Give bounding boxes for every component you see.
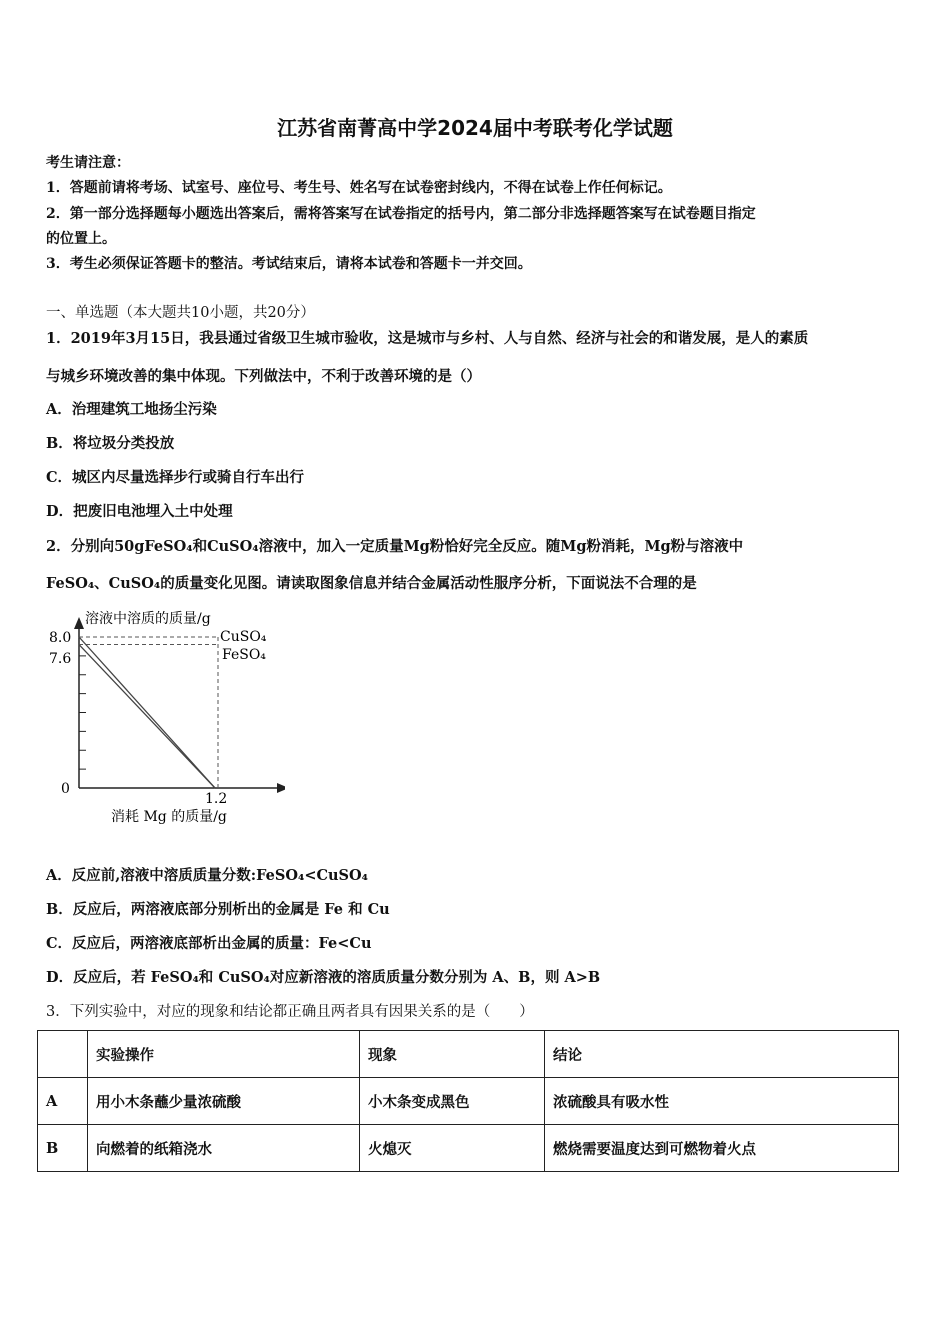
figure-ylabel: 溶液中溶质的质量/g	[85, 611, 211, 627]
q1-stem: 与城乡环境改善的集中体现。下列做法中，不利于改善环境的是（）	[46, 368, 481, 385]
origin-label: 0	[61, 781, 70, 797]
notice-item: 1．答题前请将考场、试室号、座位号、考生号、姓名写在试卷密封线内，不得在试卷上作任何标记。	[46, 180, 672, 196]
table-row	[38, 1078, 899, 1125]
q1-option-c: C．城区内尽量选择步行或骑自行车出行	[46, 469, 305, 486]
y-axis-arrow	[74, 617, 84, 629]
q2-figure	[45, 603, 285, 833]
header-cell	[38, 1031, 88, 1078]
notice-item: 的位置上。	[46, 231, 116, 247]
header-cell: 结论	[545, 1031, 899, 1078]
xtick-label: 1.2	[205, 791, 228, 807]
series-line-cuso4	[79, 637, 215, 788]
q2-option-b: B．反应后，两溶液底部分别析出的金属是 Fe 和 Cu	[46, 901, 390, 918]
q1-stem: 1．2019年3月15日，我县通过省级卫生城市验收，这是城市与乡村、人与自然、经济与社会的和谐发展，是人的素质	[46, 330, 809, 347]
notice-item: 3．考生必须保证答题卡的整洁。考试结束后，请将本试卷和答题卡一并交回。	[46, 256, 532, 272]
table-cell: 用小木条蘸少量浓硫酸	[88, 1078, 360, 1125]
table-cell: 燃烧需要温度达到可燃物着火点	[545, 1125, 899, 1172]
q2-option-d: D．反应后，若 FeSO₄和 CuSO₄对应新溶液的溶质质量分数分别为 A、B，则 A>B	[46, 969, 601, 986]
q1-option-b: B．将垃圾分类投放	[46, 435, 175, 452]
series-line-feso4	[79, 645, 215, 788]
figure-xlabel: 消耗 Mg 的质量/g	[111, 809, 227, 825]
q2-option-c: C．反应后，两溶液底部析出金属的质量：Fe<Cu	[46, 935, 372, 952]
table-cell: 火熄灭	[360, 1125, 545, 1172]
ytick-label: 7.6	[49, 651, 72, 667]
table-header-row	[38, 1031, 899, 1078]
table-cell: 小木条变成黑色	[360, 1078, 545, 1125]
q3-stem: 3．下列实验中，对应的现象和结论都正确且两者具有因果关系的是（ ）	[46, 1004, 534, 1020]
q1-option-d: D．把废旧电池埋入土中处理	[46, 503, 233, 520]
q2-option-a: A．反应前,溶液中溶质质量分数:FeSO₄<CuSO₄	[46, 867, 369, 884]
notice-heading: 考生请注意：	[46, 155, 130, 171]
table-cell: 向燃着的纸箱浇水	[88, 1125, 360, 1172]
table-cell: B	[38, 1125, 88, 1172]
q2-stem: FeSO₄、CuSO₄的质量变化见图。请读取图象信息并结合金属活动性服序分析，下面说法不合理的是	[46, 575, 697, 592]
section-heading: 一、单选题（本大题共10小题，共20分）	[46, 305, 315, 321]
q1-option-a: A．治理建筑工地扬尘污染	[46, 401, 217, 418]
table-cell: A	[38, 1078, 88, 1125]
ytick-label: 8.0	[49, 630, 72, 646]
q3-table	[37, 1030, 899, 1172]
notice-item: 2．第一部分选择题每小题选出答案后，需将答案写在试卷指定的括号内，第二部分非选择题答案写在试卷题目指定	[46, 206, 756, 222]
header-cell: 现象	[360, 1031, 545, 1078]
q2-stem: 2．分别向50gFeSO₄和CuSO₄溶液中，加入一定质量Mg粉恰好完全反应。随Mg粉消耗，Mg粉与溶液中	[46, 538, 744, 555]
header-cell: 实验操作	[88, 1031, 360, 1078]
x-axis-arrow	[277, 783, 285, 793]
table-cell: 浓硫酸具有吸水性	[545, 1078, 899, 1125]
legend-cuso4: CuSO₄	[220, 629, 267, 645]
legend-feso4: FeSO₄	[222, 647, 266, 663]
table-row	[38, 1125, 899, 1172]
exam-title: 江苏省南菁高中学2024届中考联考化学试题	[277, 116, 673, 140]
